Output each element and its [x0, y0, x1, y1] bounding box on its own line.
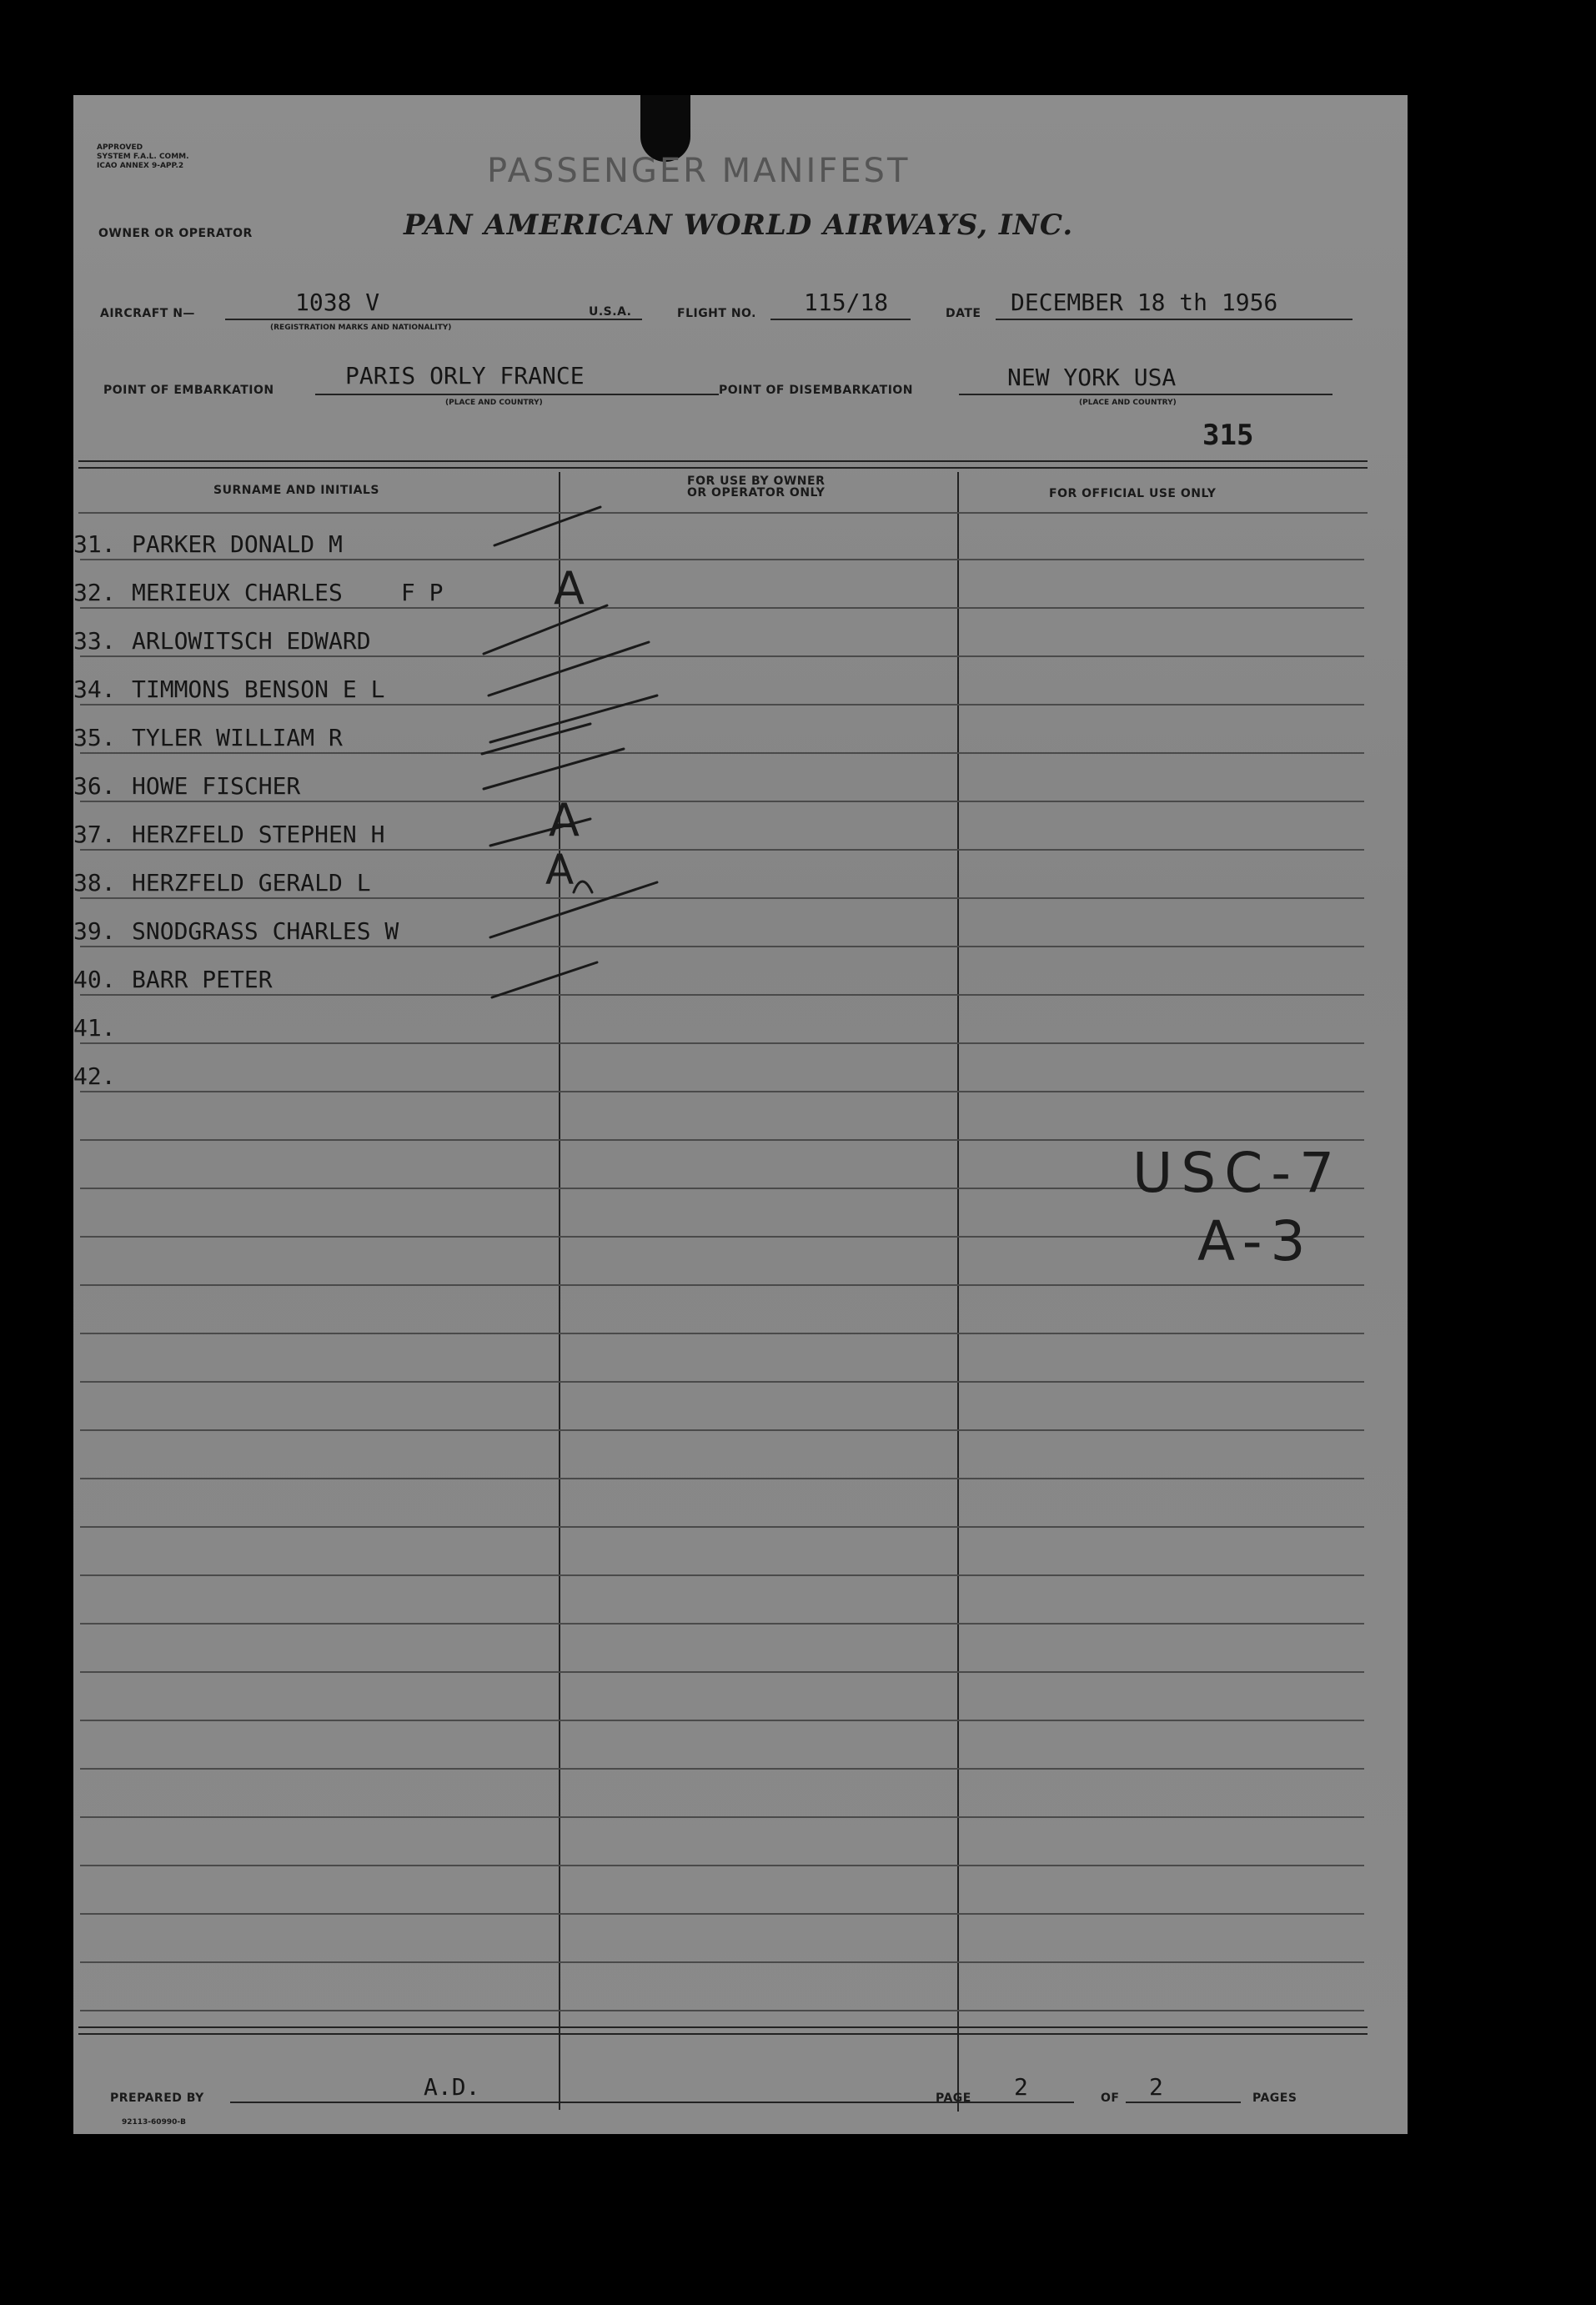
footer-rule-2 — [78, 2033, 1368, 2035]
row-number: 32. — [73, 579, 116, 606]
disembark-sub: (PLACE AND COUNTRY) — [1079, 399, 1177, 407]
ruled-line — [80, 1961, 1364, 1963]
form-code: 92113-60990-B — [122, 2118, 186, 2127]
footer-rule — [78, 2026, 1368, 2028]
passenger-name: PARKER DONALD M — [132, 530, 343, 558]
page-label: PAGE — [936, 2092, 971, 2105]
row-number: 35. — [73, 724, 116, 751]
ruled-line — [80, 1623, 1364, 1625]
passenger-extra: F P — [400, 579, 444, 606]
manifest-sheet — [73, 95, 1408, 2134]
manifest-number: 315 — [1202, 419, 1254, 452]
approval-line: SYSTEM F.A.L. COMM. — [97, 153, 189, 161]
col-owner-use-line: OR OPERATOR ONLY — [687, 486, 826, 500]
ruled-line — [80, 1865, 1364, 1866]
prepared-label: PREPARED BY — [110, 2092, 204, 2105]
passenger-name: SNODGRASS CHARLES W — [132, 917, 399, 945]
row-number: 37. — [73, 821, 116, 848]
row-number: 41. — [73, 1014, 116, 1042]
passenger-name: BARR PETER — [132, 966, 273, 993]
ruled-line — [80, 1574, 1364, 1576]
row-number: 31. — [73, 530, 116, 558]
ruled-line — [80, 1284, 1364, 1286]
flight-value: 115/18 — [804, 289, 889, 316]
form-title: PASSENGER MANIFEST — [487, 152, 911, 190]
of-value: 2 — [1149, 2073, 1163, 2101]
ruled-line — [80, 1768, 1364, 1770]
check-mark — [484, 749, 624, 789]
page-value: 2 — [1014, 2073, 1028, 2101]
disembark-label: POINT OF DISEMBARKATION — [719, 384, 914, 397]
date-value: DECEMBER 18 th 1956 — [1011, 289, 1278, 316]
col-owner-use-line: FOR USE BY OWNER — [687, 475, 826, 488]
col-surname: SURNAME AND INITIALS — [213, 484, 379, 497]
owner-label: OWNER OR OPERATOR — [98, 227, 253, 240]
ruled-line — [80, 1526, 1364, 1528]
ruled-line — [80, 1913, 1364, 1915]
approval-line: ICAO ANNEX 9-APP.2 — [97, 162, 184, 170]
row-number: 39. — [73, 917, 116, 945]
of-label: OF — [1101, 2092, 1120, 2105]
row-number: 38. — [73, 869, 116, 896]
embark-label: POINT OF EMBARKATION — [103, 384, 274, 397]
row-number: 34. — [73, 675, 116, 703]
passenger-name: TIMMONS BENSON E L — [132, 675, 385, 703]
handwritten-a: A — [554, 562, 585, 615]
passenger-name: HERZFELD STEPHEN H — [132, 821, 385, 848]
handwritten-note: USC-7 — [1132, 1141, 1343, 1205]
check-mark — [494, 507, 600, 545]
handwritten-a: A — [549, 794, 580, 846]
ruled-line — [80, 1816, 1364, 1818]
date-label: DATE — [946, 307, 981, 320]
embark-value: PARIS ORLY FRANCE — [345, 362, 585, 389]
ruled-line — [80, 2010, 1364, 2011]
aircraft-label: AIRCRAFT N— — [100, 307, 195, 320]
row-number: 36. — [73, 772, 116, 800]
ruled-line — [80, 1429, 1364, 1431]
check-mark — [574, 881, 592, 892]
col-official-use: FOR OFFICIAL USE ONLY — [1049, 487, 1217, 500]
aircraft-sub: (REGISTRATION MARKS AND NATIONALITY) — [270, 324, 452, 332]
passenger-name: MERIEUX CHARLES — [132, 579, 343, 606]
pages-label: PAGES — [1252, 2092, 1297, 2105]
passenger-name: HERZFELD GERALD L — [132, 869, 371, 896]
ruled-line — [80, 1381, 1364, 1383]
row-number: 33. — [73, 627, 116, 655]
ruled-line — [80, 1671, 1364, 1673]
page-underline — [979, 2102, 1074, 2103]
embark-sub: (PLACE AND COUNTRY) — [445, 399, 543, 407]
handwritten-note: A-3 — [1197, 1209, 1314, 1273]
prepared-value: A.D. — [424, 2073, 480, 2101]
prepared-underline — [230, 2102, 996, 2103]
ruled-line — [80, 1478, 1364, 1479]
passenger-name: HOWE FISCHER — [132, 772, 301, 800]
flight-label: FLIGHT NO. — [677, 307, 756, 320]
check-mark — [489, 642, 649, 696]
of-underline — [1126, 2102, 1241, 2103]
check-mark — [490, 696, 657, 742]
check-marks — [73, 95, 1408, 1096]
ruled-line — [80, 1720, 1364, 1721]
passenger-name: ARLOWITSCH EDWARD — [132, 627, 371, 655]
ruled-line — [80, 1333, 1364, 1334]
row-number: 42. — [73, 1062, 116, 1090]
usa-label: U.S.A. — [589, 305, 632, 319]
check-mark — [492, 962, 597, 997]
aircraft-value: 1038 V — [295, 289, 380, 316]
disembark-value: NEW YORK USA — [1007, 364, 1177, 391]
row-number: 40. — [73, 966, 116, 993]
owner-value: PAN AMERICAN WORLD AIRWAYS, INC. — [404, 208, 1074, 242]
ruled-line — [80, 1236, 1364, 1238]
passenger-name: TYLER WILLIAM R — [132, 724, 343, 751]
check-mark — [484, 605, 607, 654]
handwritten-a: A — [545, 846, 575, 894]
approval-line: APPROVED — [97, 143, 143, 152]
